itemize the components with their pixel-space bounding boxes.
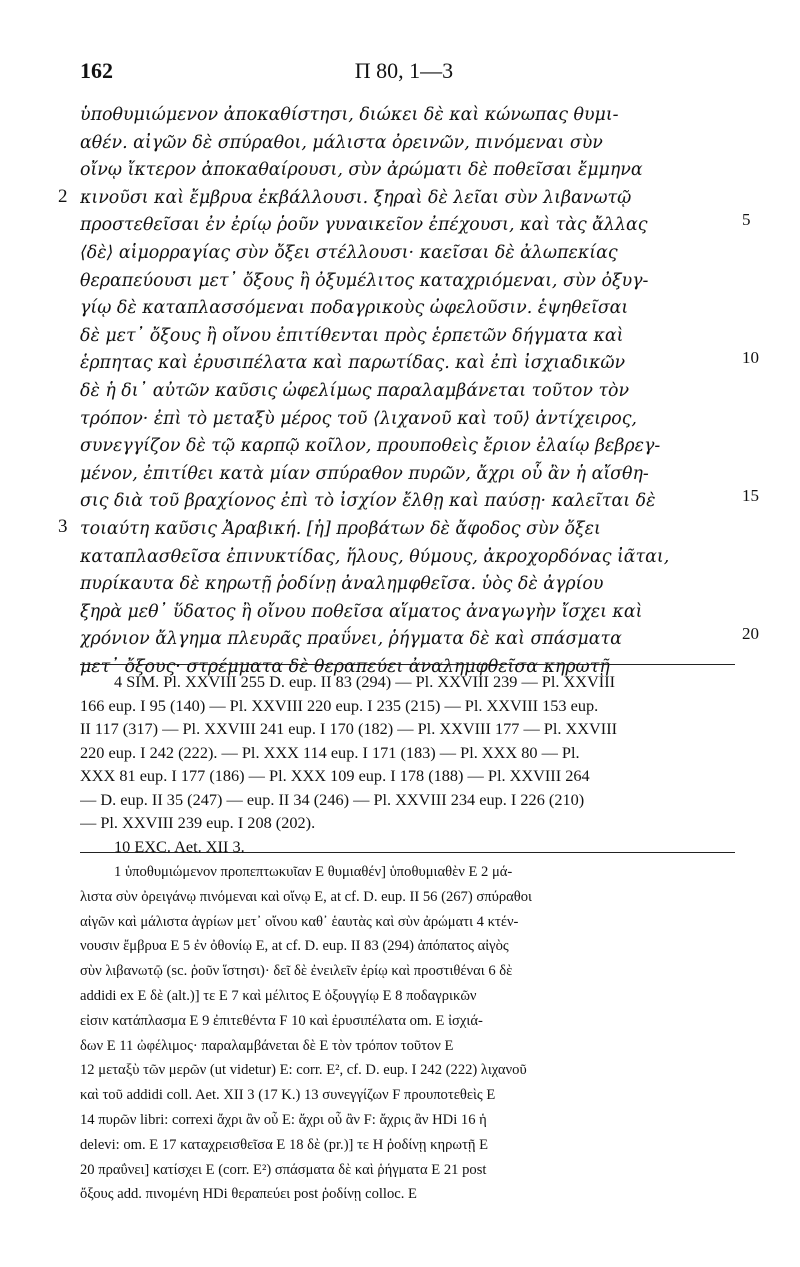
text-line: συνεγγίζον δὲ τῷ καρπῷ κοῖλον, προυποθεὶς ἔριον ἐλαίῳ βεβρεγ- xyxy=(80,436,661,457)
text-line: προστεθεῖσαι ἐν ἐρίῳ ῥοῦν γυναικεῖον ἐπέχουσι, καὶ τὰς ἄλλας xyxy=(80,215,648,236)
text-line: ξηρὰ μεθ᾽ ὕδατος ἢ οἴνου ποθεῖσα αἵματος ἀναγωγὴν ἴσχει καὶ xyxy=(80,601,643,622)
apparatus-line: νουσιν ἔμβρυα E 5 ἐν ὀθονίῳ E, at cf. D. eup. II 83 (294) ἀπόπατος αἰγὸς xyxy=(80,938,509,955)
section-number: 2 xyxy=(58,186,68,207)
text-line: αθέν. αἰγῶν δὲ σπύραθοι, μάλιστα ὀρεινῶν, πινόμεναι σὺν xyxy=(80,132,603,153)
text-line: γίῳ δὲ καταπλασσόμεναι ποδαγρικοὺς ὠφελοῦσιν. ἑψηθεῖσαι xyxy=(80,298,629,319)
apparatus-line: 10 EXC. Aet. XII 3. xyxy=(114,836,245,856)
critical-apparatus xyxy=(80,860,735,1207)
text-line: μετ᾽ ὄξους· στρέμματα δὲ θεραπεύει ἀναλημφθεῖσα κηρωτῇ xyxy=(80,656,610,677)
text-line: ὑποθυμιώμενον ἀποκαθίστησι, διώκει δὲ καὶ κώνωπας θυμι- xyxy=(80,105,619,125)
text-line: πυρίκαυτα δὲ κηρωτῇ ῥοδίνῃ ἀναλημφθεῖσα. ὑὸς δὲ ἀγρίου xyxy=(80,574,604,595)
text-line: ⟨δὲ⟩ αἱμορραγίας σὺν ὄξει στέλλουσι· καεῖσαι δὲ ἀλωπεκίας xyxy=(80,242,618,263)
apparatus-divider xyxy=(80,852,735,853)
apparatus-line: δων E 11 ὠφέλιμος· παραλαμβάνεται δὲ E τὸν τρόπον τοῦτον E xyxy=(80,1037,454,1054)
text-line: χρόνιον ἄλγημα πλευρᾶς πραΰνει, ῥήγματα δὲ καὶ σπάσματα xyxy=(80,629,622,650)
apparatus-line: XXX 81 eup. I 177 (186) — Pl. XXX 109 eup. I 178 (188) — Pl. XXVIII 264 xyxy=(80,766,590,785)
line-number: 15 xyxy=(742,486,759,505)
text-line: δὲ ἡ δι᾽ αὐτῶν καῦσις ὠφελίμως παραλαμβάνεται τοῦτον τὸν xyxy=(80,380,630,401)
text-line: θεραπεύουσι μετ᾽ ὄξους ἢ ὀξυμέλιτος καταχριόμεναι, σὺν ὀξυγ- xyxy=(80,270,649,291)
text-line: μένον, ἐπιτίθει κατὰ μίαν σπύραθον πυρῶν, ἄχρι οὗ ἂν ἡ αἴσθη- xyxy=(80,463,649,484)
similia-apparatus xyxy=(80,670,735,858)
apparatus-line: 14 πυρῶν libri: correxi ἄχρι ἂν οὗ E: ἄχρι οὗ ἂν F: ἄχρις ἂν HDi 16 ἡ xyxy=(80,1111,487,1128)
text-line: δὲ μετ᾽ ὄξους ἢ οἴνου ἐπιτίθενται πρὸς ἑρπετῶν δήγματα καὶ xyxy=(80,325,624,346)
apparatus-line: ὄξους add. πινομένη HDi θεραπεύει post ῥοδίνῃ colloc. E xyxy=(80,1186,417,1203)
apparatus-line: 12 μεταξὺ τῶν μερῶν (ut videtur) E: corr. E², cf. D. eup. I 242 (222) λιχανοῦ xyxy=(80,1062,527,1079)
text-line: οἴνῳ ἴκτερον ἀποκαθαίρουσι, σὺν ἀρώματι δὲ ποθεῖσαι ἔμμηνα xyxy=(80,160,643,181)
line-number: 10 xyxy=(742,348,759,367)
apparatus-line: αἰγῶν καὶ μάλιστα ἀγρίων μετ᾽ οἴνου καθ᾽ ἑαυτὰς καὶ σὺν ἀρώματι 4 κτέν- xyxy=(80,913,519,930)
apparatus-line: καὶ τοῦ addidi coll. Aet. XII 3 (17 K.) 13 συνεγγίζων F προυποτεθεὶς E xyxy=(80,1087,496,1104)
line-number: 5 xyxy=(742,210,751,229)
apparatus-line: delevi: om. E 17 καταχρεισθεῖσα E 18 δὲ (pr.)] τε H ῥοδίνῃ κηρωτῇ E xyxy=(80,1136,489,1153)
apparatus-line: 220 eup. I 242 (222). — Pl. XXX 114 eup. I 171 (183) — Pl. XXX 80 — Pl. xyxy=(80,742,580,762)
apparatus-line: 1 ὑποθυμιώμενον προπεπτωκυῖαν E θυμιαθέν] ὑποθυμιαθὲν E 2 μά- xyxy=(114,864,513,880)
text-line: τρόπον· ἐπὶ τὸ μεταξὺ μέρος τοῦ ⟨λιχανοῦ καὶ τοῦ⟩ ἀντίχειρος, xyxy=(80,408,637,429)
apparatus-line: addidi ex E δὲ (alt.)] τε E 7 καὶ μέλιτος E ὀξουγγίῳ E 8 ποδαγρικῶν xyxy=(80,987,477,1004)
page-number: 162 xyxy=(80,58,113,83)
apparatus-line: 4 SIM. Pl. XXVIII 255 D. eup. II 83 (294) — Pl. XXVIII 239 — Pl. XXVIII xyxy=(114,672,616,691)
apparatus-line: λιστα σὺν ὀρειγάνῳ πινόμεναι καὶ οἴνῳ E, at cf. D. eup. II 56 (267) σπύραθοι xyxy=(80,888,532,905)
text-line: καταπλασθεῖσα ἐπινυκτίδας, ἥλους, θύμους, ἀκροχορδόνας ἰᾶται, xyxy=(80,546,670,567)
text-line: κινοῦσι καὶ ἔμβρυα ἐκβάλλουσι. ξηραὶ δὲ λεῖαι σὺν λιβανωτῷ xyxy=(80,187,632,208)
text-line: τοιαύτη καῦσις Ἀραβική. [ἡ] προβάτων δὲ ἄφοδος σὺν ὄξει xyxy=(80,518,601,539)
section-number: 3 xyxy=(58,516,68,537)
line-number: 20 xyxy=(742,624,759,643)
apparatus-line: — D. eup. II 35 (247) — eup. II 34 (246) — Pl. XXVIII 234 eup. I 226 (210) xyxy=(80,789,585,809)
text-line: ἑρπητας καὶ ἐρυσιπέλατα καὶ παρωτίδας. καὶ ἐπὶ ἰσχιαδικῶν xyxy=(80,353,626,374)
apparatus-line: — Pl. XXVIII 239 eup. I 208 (202). xyxy=(80,813,316,832)
apparatus-line: 20 πραΰνει] κατίσχει E (corr. E²) σπάσματα δὲ καὶ ῥήγματα E 21 post xyxy=(80,1161,487,1178)
apparatus-line: σὺν λιβανωτῷ (sc. ῥοῦν ἵστησι)· δεῖ δὲ ἐνειλεῖν ἐρίῳ καὶ προστιθέναι 6 δὲ xyxy=(80,963,513,980)
text-line: σις διὰ τοῦ βραχίονος ἐπὶ τὸ ἰσχίον ἔλθῃ καὶ παύσῃ· καλεῖται δὲ xyxy=(80,491,656,512)
apparatus-line: II 117 (317) — Pl. XXVIII 241 eup. I 170 (182) — Pl. XXVIII 177 — Pl. XXVIII xyxy=(80,719,618,738)
apparatus-line: 166 eup. I 95 (140) — Pl. XXVIII 220 eup. I 235 (215) — Pl. XXVIII 153 eup. xyxy=(80,695,599,715)
page-header xyxy=(80,58,728,88)
running-title: Π 80, 1—3 xyxy=(354,58,454,83)
main-text xyxy=(0,102,800,681)
apparatus-line: εἰσιν κατάπλασμα E 9 ἐπιτεθέντα F 10 καὶ ἐρυσιπέλατα om. E ἰσχιά- xyxy=(80,1012,483,1029)
apparatus-divider xyxy=(80,664,735,665)
